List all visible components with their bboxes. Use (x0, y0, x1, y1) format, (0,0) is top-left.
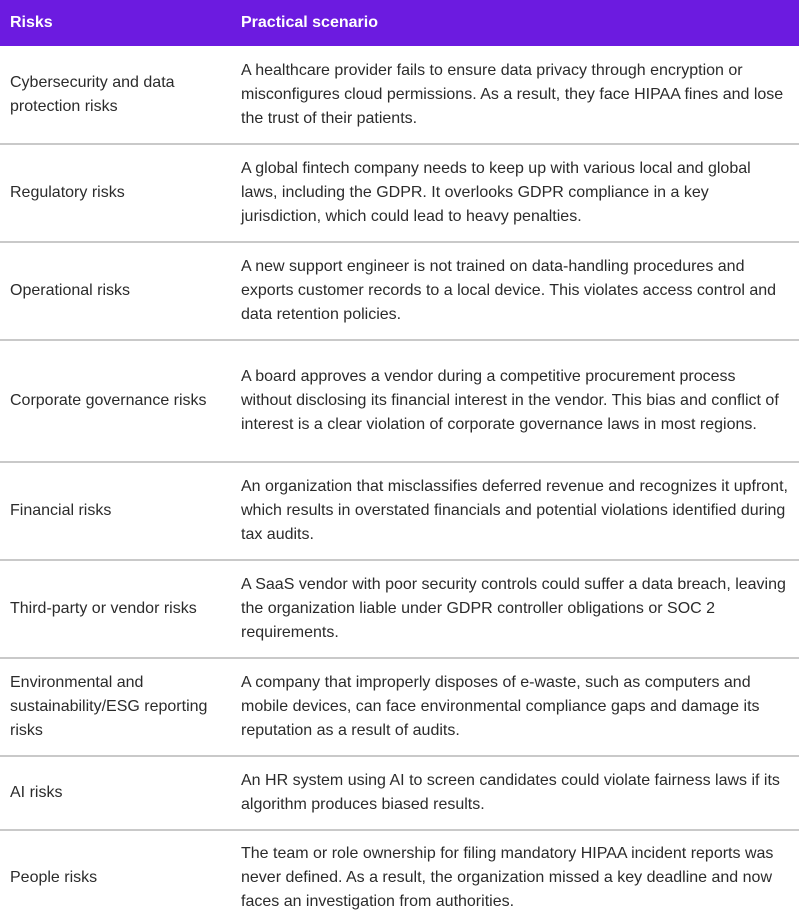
table-row (0, 340, 799, 462)
scenario-text: An HR system using AI to screen candidates could violate fairness laws if its algorithm produces biased results. (231, 756, 799, 830)
table-row (0, 462, 799, 560)
scenario-text: A company that improperly disposes of e-waste, such as computers and mobile devices, can face environmental compliance gaps and damage its reputation as a result of audits. (231, 658, 799, 756)
scenario-text: A SaaS vendor with poor security controls could suffer a data breach, leaving the organization liable under GDPR controller obligations or SOC 2 requirements. (231, 560, 799, 658)
risk-name: Regulatory risks (0, 144, 231, 242)
header-row (0, 0, 799, 46)
table-row (0, 242, 799, 340)
header-risks: Risks (0, 0, 231, 46)
table-row (0, 46, 799, 144)
risk-name: Operational risks (0, 242, 231, 340)
risk-name: People risks (10, 868, 98, 886)
scenario-text: A board approves a vendor during a competitive procurement process without disclosing its financial interest in the vendor. This bias and conflict of interest is a clear violation of corporate governance laws in most regions. (231, 340, 799, 462)
header-practical-scenario: Practical scenario (231, 0, 799, 46)
table-header (0, 0, 799, 46)
table-row (0, 658, 799, 756)
table-row (0, 756, 799, 830)
risk-name: Third-party or vendor risks (0, 560, 231, 658)
risk-name: Environmental and sustainability/ESG reporting risks (0, 658, 231, 756)
scenario-text: A global fintech company needs to keep up with various local and global laws, including the GDPR. It overlooks GDPR compliance in a key jurisdiction, which could lead to heavy penalties. (231, 144, 799, 242)
scenario-text: An organization that misclassifies deferred revenue and recognizes it upfront, which results in overstated financials and potential violations identified during tax audits. (231, 462, 799, 560)
table-row (0, 144, 799, 242)
risk-name: Cybersecurity and data protection risks (0, 46, 231, 144)
scenario-text: The team or role ownership for filing mandatory HIPAA incident reports was never defined. As a result, the organization missed a key deadline and now faces an investigation from authorities. (241, 844, 774, 910)
table-row (0, 560, 799, 658)
table-body (0, 46, 799, 924)
risk-name: Corporate governance risks (0, 340, 231, 462)
table-row (0, 830, 799, 924)
scenario-text: A healthcare provider fails to ensure data privacy through encryption or misconfigures cloud permissions. As a result, they face HIPAA fines and lose the trust of their patients. (231, 46, 799, 144)
risk-name: Financial risks (0, 462, 231, 560)
scenario-text: A new support engineer is not trained on data-handling procedures and exports customer records to a local device. This violates access control and data retention policies. (231, 242, 799, 340)
risk-name: AI risks (0, 756, 231, 830)
